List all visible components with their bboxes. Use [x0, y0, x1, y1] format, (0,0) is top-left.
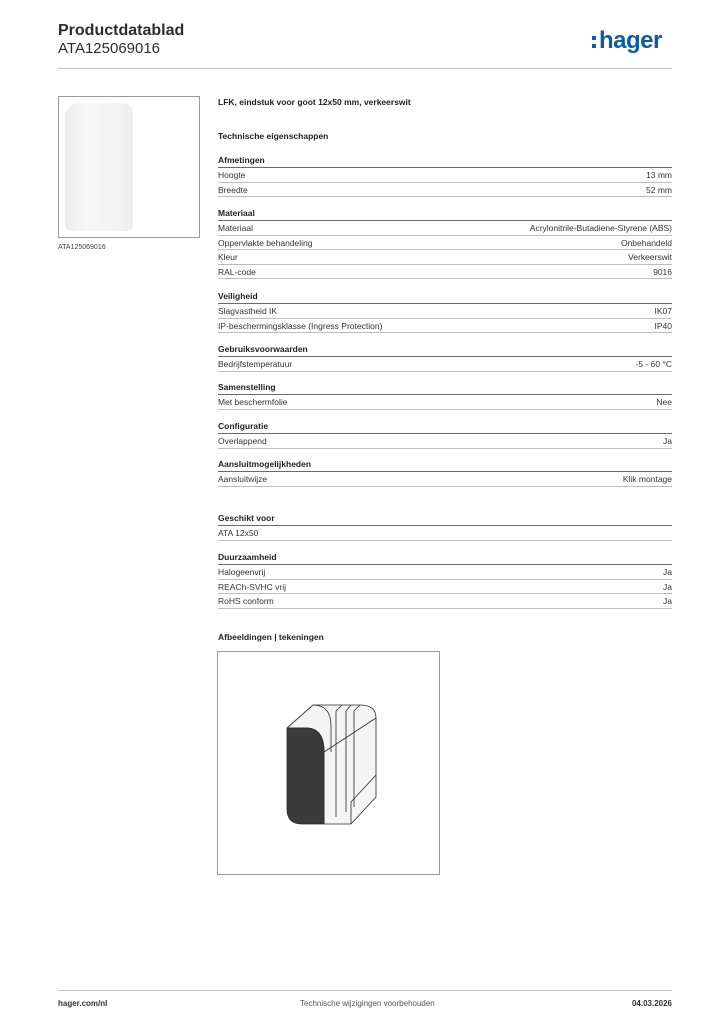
spec-value: Ja	[663, 596, 672, 606]
spec-value: 52 mm	[646, 184, 672, 195]
spec-label: Oppervlakte behandeling	[218, 237, 313, 248]
spec-row	[218, 472, 672, 487]
spec-value: 13 mm	[646, 170, 672, 180]
product-title: LFK, eindstuk voor goot 12x50 mm, verkeerswit	[218, 97, 411, 107]
section-title: Duurzaamheid	[218, 551, 672, 565]
footer-divider	[58, 990, 672, 991]
spec-value: Acrylonitrile-Butadiene-Styrene (ABS)	[529, 223, 672, 233]
spec-section	[218, 154, 672, 197]
spec-section	[218, 420, 672, 449]
spec-row	[218, 395, 672, 410]
spec-row	[218, 304, 672, 319]
header-divider	[58, 68, 672, 69]
spec-label: Overlappend	[218, 436, 267, 446]
section-title: Samenstelling	[218, 381, 672, 395]
spec-value: Ja	[663, 567, 672, 577]
technical-drawing	[217, 651, 440, 875]
spec-value: Klik montage	[622, 474, 672, 484]
spec-row	[218, 434, 672, 449]
spec-section	[218, 381, 672, 410]
spec-value: Ja	[663, 436, 672, 446]
spec-value: IK07	[654, 306, 672, 316]
footer-disclaimer: Technische wijzigingen voorbehouden	[300, 999, 435, 1008]
spec-value: IP40	[654, 320, 672, 331]
spec-row	[218, 357, 672, 372]
spec-row	[218, 183, 672, 198]
document-title: Productdatablad	[58, 22, 185, 39]
spec-section	[218, 290, 672, 333]
spec-row	[218, 594, 672, 609]
spec-row	[218, 221, 672, 236]
logo-dots-icon	[592, 36, 597, 52]
spec-value: Onbehandeld	[620, 237, 672, 248]
section-title: Configuratie	[218, 420, 672, 434]
article-number: ATA125069016	[58, 40, 161, 57]
tech-properties-heading: Technische eigenschappen	[218, 131, 329, 141]
spec-label: Met beschermfolie	[218, 397, 288, 407]
spec-row	[218, 250, 672, 265]
spec-row	[218, 168, 672, 183]
spec-label: Halogeenvrij	[218, 567, 266, 577]
spec-label: Bedrijfstemperatuur	[218, 359, 293, 369]
section-title: Materiaal	[218, 207, 672, 221]
spec-row	[218, 319, 672, 334]
spec-label: Materiaal	[218, 223, 253, 233]
brand-name: hager	[599, 27, 662, 54]
spec-label: RoHS conform	[218, 596, 274, 606]
spec-section	[218, 458, 672, 487]
end-cap-drawing	[218, 652, 439, 874]
spec-value: 9016	[653, 266, 672, 277]
section-title: Gebruiksvoorwaarden	[218, 343, 672, 357]
spec-section	[218, 551, 672, 609]
footer-date: 04.03.2026	[631, 999, 672, 1008]
hager-logo	[592, 27, 674, 57]
spec-row	[218, 565, 672, 580]
spec-label: REACh-SVHC vrij	[218, 581, 287, 592]
spec-label: ATA 12x50	[218, 528, 259, 538]
spec-value: Nee	[656, 397, 672, 407]
spec-row	[218, 265, 672, 280]
drawings-heading: Afbeeldingen | tekeningen	[218, 632, 324, 642]
spec-section	[218, 207, 672, 279]
spec-label: Kleur	[218, 252, 238, 262]
footer-website[interactable]: hager.com/nl	[58, 999, 108, 1008]
spec-value: -5 - 60 °C	[635, 359, 672, 369]
section-title: Geschikt voor	[218, 512, 672, 526]
product-thumbnail	[58, 96, 200, 238]
spec-label: Breedte	[218, 184, 248, 195]
spec-row	[218, 236, 672, 251]
spec-row	[218, 580, 672, 595]
thumbnail-caption: ATA125069016	[58, 244, 106, 251]
spec-label: RAL-code	[218, 266, 256, 277]
spec-label: Hoogte	[218, 170, 246, 180]
section-title: Aansluitmogelijkheden	[218, 458, 672, 472]
spec-value: Ja	[663, 581, 672, 592]
product-image	[65, 103, 133, 231]
spec-label: Slagvastheid IK	[218, 306, 278, 316]
section-title: Veiligheid	[218, 290, 672, 304]
spec-row	[218, 526, 672, 541]
section-title: Afmetingen	[218, 154, 672, 168]
spec-section	[218, 512, 672, 541]
spec-section	[218, 343, 672, 372]
spec-value: Verkeerswit	[628, 252, 672, 262]
spec-label: Aansluitwijze	[218, 474, 268, 484]
spec-label: IP-beschermingsklasse (Ingress Protection)	[218, 320, 383, 331]
